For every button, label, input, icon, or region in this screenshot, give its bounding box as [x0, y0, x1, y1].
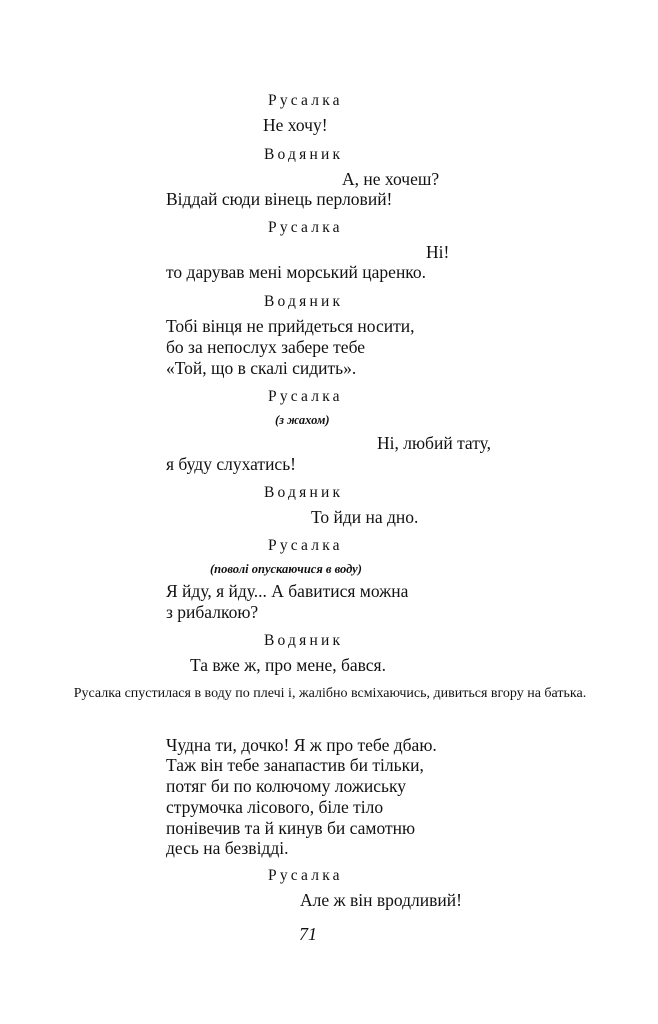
verse-line: струмочка лісового, біле тіло	[166, 797, 384, 817]
speaker-rusalka: Русалка	[268, 388, 343, 405]
verse-line: десь на безвідді.	[166, 838, 289, 858]
verse-line: Чудна ти, дочко! Я ж про тебе дбаю.	[166, 735, 437, 755]
verse-line: Віддай сюди вінець перловий!	[166, 189, 393, 209]
speaker-rusalka: Русалка	[268, 867, 343, 884]
verse-line: понівечив та й кинув би самотню	[166, 818, 416, 838]
stage-direction: (поволі опускаючися в воду)	[210, 562, 362, 576]
verse-line: з рибалкою?	[166, 602, 259, 622]
verse-line: Не хочу!	[263, 115, 328, 135]
stage-remark: Русалка спустилася в воду по плечі і, жалібно всміхаючись, дивиться вгору на батька.	[73, 686, 587, 701]
stage-direction: (з жахом)	[275, 413, 330, 427]
speaker-rusalka: Русалка	[268, 92, 343, 109]
verse-line: Та вже ж, про мене, бався.	[190, 655, 386, 675]
speaker-rusalka: Русалка	[268, 219, 343, 236]
speaker-vodianyk: Водяник	[264, 484, 344, 501]
speaker-vodianyk: Водяник	[264, 632, 344, 649]
verse-line: Я йду, я йду... А бавитися можна	[166, 581, 409, 601]
verse-line: Але ж він вродливий!	[300, 890, 462, 910]
verse-line: я буду слухатись!	[166, 454, 297, 474]
speaker-rusalka: Русалка	[268, 537, 343, 554]
verse-line: бо за непослух забере тебе	[166, 337, 366, 357]
verse-line: То йди на дно.	[311, 507, 419, 527]
verse-line: Таж він тебе занапастив би тільки,	[166, 755, 424, 775]
verse-line: А, не хочеш?	[342, 169, 440, 189]
speaker-vodianyk: Водяник	[264, 146, 344, 163]
verse-line: потяг би по колючому ложиську	[166, 776, 406, 796]
page-number: 71	[299, 924, 317, 944]
verse-line: то дарував мені морський царенко.	[166, 262, 427, 282]
verse-line: Ні!	[426, 242, 450, 262]
speaker-vodianyk: Водяник	[264, 293, 344, 310]
verse-line: «Той, що в скалі сидить».	[166, 358, 357, 378]
verse-line: Тобі вінця не прийдеться носити,	[166, 316, 415, 336]
verse-line: Ні, любий тату,	[377, 433, 492, 453]
